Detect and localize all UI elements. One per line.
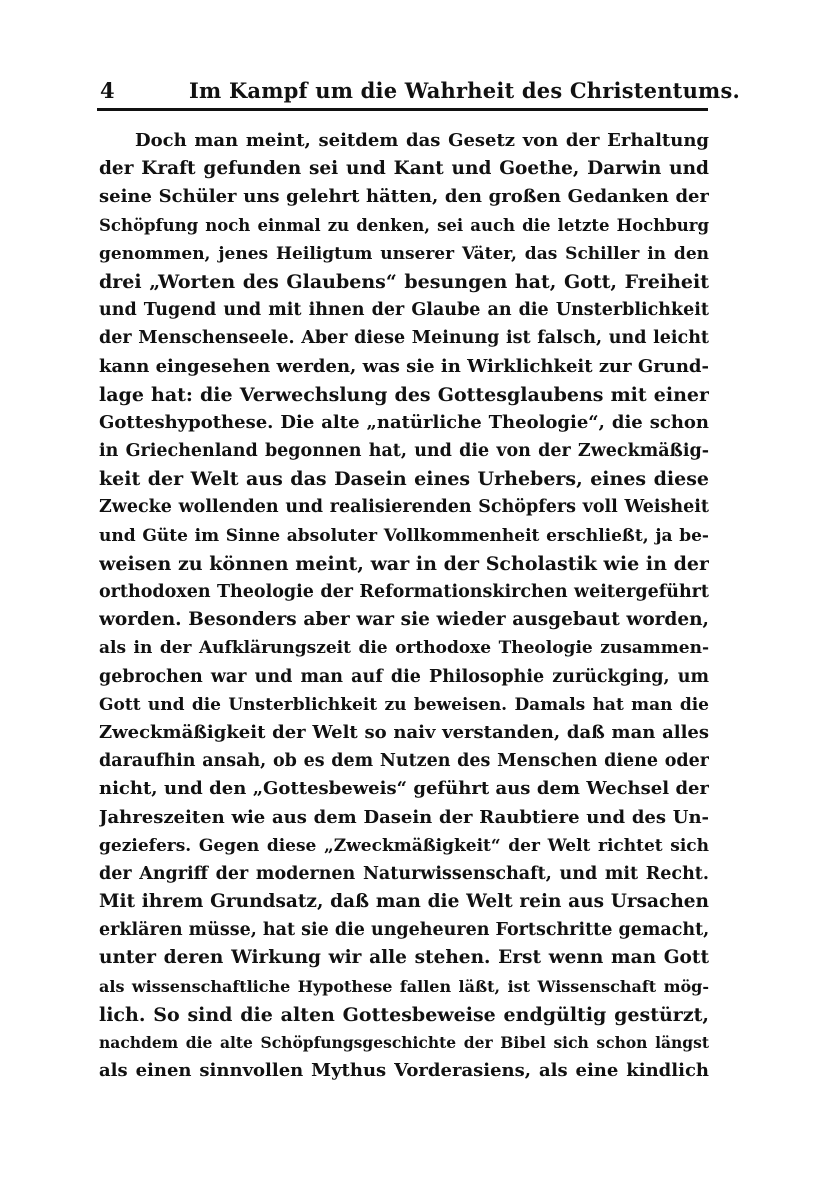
text-line: worden. Besonders aber war sie wieder ausgebaut worden, bbox=[99, 609, 709, 631]
text-line: unter deren Wirkung wir alle stehen. Erst wenn man Gott bbox=[99, 947, 709, 969]
text-line: erklären müsse, hat sie die ungeheuren Fortschritte gemacht, bbox=[99, 920, 709, 941]
text-line: geziefers. Gegen diese „Zweckmäßigkeit“ der Welt richtet sich bbox=[99, 835, 709, 856]
text-line: Doch man meint, seitdem das Gesetz von der Erhaltung bbox=[135, 130, 709, 151]
text-line: als einen sinnvollen Mythus Vorderasiens, als eine kindlich bbox=[99, 1060, 709, 1082]
text-line: orthodoxen Theologie der Reformationskirchen weitergeführt bbox=[99, 582, 709, 602]
text-line: genommen, jenes Heiligtum unserer Väter, das Schiller in den bbox=[99, 243, 709, 264]
text-line: und Güte im Sinne absoluter Vollkommenheit erschließt, ja be- bbox=[99, 525, 709, 546]
text-line: Mit ihrem Grundsatz, daß man die Welt rein aus Ursachen bbox=[99, 891, 709, 913]
text-line: Zweckmäßigkeit der Welt so naiv verstanden, daß man alles bbox=[99, 721, 709, 743]
text-line: als wissenschaftliche Hypothese fallen läßt, ist Wissenschaft mög- bbox=[99, 976, 709, 996]
text-line: als in der Aufklärungszeit die orthodoxe Theologie zusammen- bbox=[99, 638, 709, 659]
text-line: weisen zu können meint, war in der Scholastik wie in der bbox=[99, 552, 709, 575]
page-header bbox=[97, 78, 740, 108]
text-line: seine Schüler uns gelehrt hätten, den großen Gedanken der bbox=[99, 186, 709, 208]
text-line: Zwecke wollenden und realisierenden Schöpfers voll Weisheit bbox=[99, 497, 709, 518]
page-number: 4 bbox=[100, 78, 115, 103]
text-line: Gott und die Unsterblichkeit zu beweisen. Damals hat man die bbox=[99, 694, 709, 715]
text-line: drei „Worten des Glaubens“ besungen hat, Gott, Freiheit bbox=[99, 270, 709, 293]
header-rule bbox=[97, 108, 708, 111]
text-line: Gotteshypothese. Die alte „natürliche Theologie“, die schon bbox=[99, 411, 709, 433]
text-line: Jahreszeiten wie aus dem Dasein der Raubtiere und des Un- bbox=[99, 806, 709, 828]
body-paragraph bbox=[99, 127, 709, 1085]
text-line: der Kraft gefunden sei und Kant und Goethe, Darwin und bbox=[99, 158, 709, 180]
text-line: keit der Welt aus das Dasein eines Urhebers, eines diese bbox=[99, 468, 709, 491]
text-line: Schöpfung noch einmal zu denken, sei auch die letzte Hochburg bbox=[99, 215, 709, 235]
text-line: kann eingesehen werden, was sie in Wirklichkeit zur Grund- bbox=[99, 355, 709, 377]
text-line: in Griechenland begonnen hat, und die von der Zweckmäßig- bbox=[99, 441, 709, 462]
running-title: Im Kampf um die Wahrheit des Christentums. bbox=[189, 78, 740, 103]
text-line: der Menschenseele. Aber diese Meinung ist falsch, und leicht bbox=[99, 328, 709, 349]
text-line: der Angriff der modernen Naturwissenschaft, und mit Recht. bbox=[99, 863, 709, 884]
text-line: daraufhin ansah, ob es dem Nutzen des Menschen diene oder bbox=[99, 751, 709, 772]
text-line: lage hat: die Verwechslung des Gottesglaubens mit einer bbox=[99, 383, 709, 406]
text-line: lich. So sind die alten Gottesbeweise endgültig gestürzt, bbox=[99, 1003, 709, 1026]
text-line: nicht, und den „Gottesbeweis“ geführt aus dem Wechsel der bbox=[99, 778, 709, 800]
text-line: nachdem die alte Schöpfungsgeschichte der Bibel sich schon längst bbox=[99, 1033, 709, 1052]
text-line: und Tugend und mit ihnen der Glaube an die Unsterblichkeit bbox=[99, 300, 709, 321]
text-line: gebrochen war und man auf die Philosophie zurückging, um bbox=[99, 666, 709, 687]
